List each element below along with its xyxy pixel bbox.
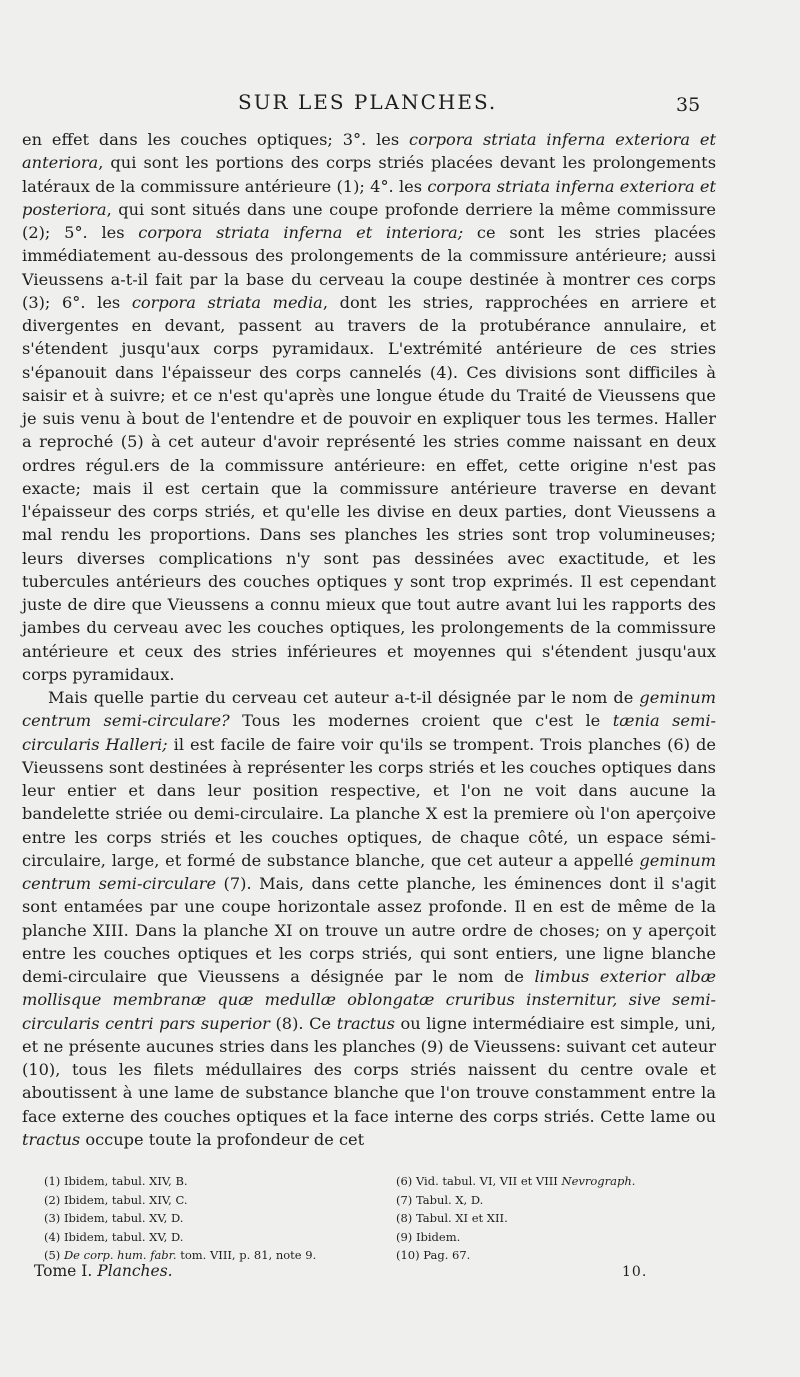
text-run: (8). Ce — [269, 1013, 337, 1033]
text-run: (8) Tabul. XI et XII. — [396, 1211, 508, 1226]
text-run: (10) Pag. 67. — [396, 1248, 471, 1263]
italic-run: tractus — [336, 1013, 395, 1033]
text-run: (5) — [44, 1248, 64, 1263]
paragraph-2 — [22, 686, 716, 1151]
italic-run: tractus — [22, 1129, 81, 1149]
text-run: il est facile de faire voir qu'ils se trompent. Trois planches (6) de Vieussens sont destinées à représenter les corps striés et les couches optiques dans leur entier et dans leur position respective, et l'on ne voit dans aucune la bandelette striée ou demi-circulaire. La planche X est la premiere où l'on aperçoive entre les corps striés et les couches optiques, de chaque côté, un espace sémi-circulaire, large, et formé de substance blanche, que cet auteur a appellé — [22, 734, 716, 870]
text-run: occupe toute la profondeur de cet — [80, 1129, 365, 1149]
text-run: (7). Mais, dans cette planche, les éminences dont il s'agit sont entamées par une coupe horizontale assez profonde. Il en est de même de la planche XIII. Dans la planche XI on trouve un autre ordre de choses; on y aperçoit entre les couches optiques et les corps striés, qui sont entiers, une ligne blanche demi-circulaire que Vieussens a désignée par le nom de — [22, 874, 716, 986]
footnote-item — [396, 1209, 716, 1228]
italic-run: corpora striata inferna exteriora et posteriora — [22, 176, 716, 219]
volume-title: Planches. — [97, 1262, 173, 1280]
footnotes-left-column — [44, 1172, 364, 1265]
signature-mark: 10. — [622, 1264, 648, 1280]
italic-run: geminum centrum semi-circulare? — [22, 688, 716, 731]
italic-run: Nevrograph. — [561, 1174, 636, 1188]
footnote-item — [44, 1228, 364, 1247]
italic-run: tænia semi-circularis Halleri; — [22, 711, 716, 754]
text-run: (7) Tabul. X, D. — [396, 1192, 484, 1207]
text-run: tom. VIII, p. 81, note 9. — [176, 1248, 317, 1263]
volume-label: Tome I. — [34, 1262, 93, 1280]
text-run: (1) Ibidem, tabul. XIV, B. — [44, 1174, 188, 1188]
italic-run: limbus exterior albæ mollisque membranæ quæ medullæ oblongatæ cruribus insternitur, sive semi-circularis centri pars superior — [22, 967, 716, 1033]
text-run: (3) Ibidem, tabul. XV, D. — [44, 1211, 184, 1226]
footnote-item — [44, 1172, 364, 1191]
footnote-item — [396, 1172, 716, 1191]
text-run: en effet dans les couches optiques; 3°. les — [22, 130, 410, 149]
paragraph-1 — [22, 128, 716, 686]
text-run: ce sont les stries placées immédiatement au-dessous des prolongements de la commissure antérieure; aussi Vieussens a-t-il fait par la base du cerveau la coupe destinée à montrer ces corps (3); 6°. les — [22, 223, 716, 312]
text-run: , dont les stries, rapprochées en arriere et divergentes en devant, passent au travers de la protubérance annulaire, et s'étendent jusqu'aux corps pyramidaux. L'extrémité antérieure de ces stries s'épanouit dans l'épaisseur des corps cannelés (4). Ces divisions sont difficiles à saisir et à suivre; et ce n'est qu'après une longue étude du Traité de Vieussens que je suis venu à bout de l'entendre et de pouvoir en expliquer tous les termes. Haller a reproché (5) à cet auteur d'avoir représenté les stries comme naissant en deux ordres régul.ers de la commissure antérieure: en effet, cette origine n'est pas exacte; mais il est certain que la commissure antérieure traverse en devant l'épaisseur des corps striés, et qu'elle les divise en deux parties, dont Vieussens a mal rendu les proportions. Dans ses planches les stries sont trop volumineuses; leurs diverses complications n'y sont pas dessinées avec exactitude, et les tubercules antérieurs des couches optiques y sont trop exprimés. Il est cependant juste de dire que Vieussens a connu mieux que tout autre avant lui les rapports des jambes du cerveau avec les couches optiques, les prolongements de la commissure antérieure et ceux des stries inférieures et moyennes qui s'étendent jusqu'aux corps pyramidaux. — [22, 292, 717, 684]
italic-run: corpora striata inferna et interiora; — [138, 223, 464, 242]
footnote-item — [396, 1228, 716, 1247]
running-title: SUR LES PLANCHES. — [238, 90, 498, 114]
text-run: Tous les modernes croient que c'est le — [229, 711, 613, 731]
text-run: Mais quelle partie du cerveau cet auteur a-t-il désignée par le nom de — [48, 688, 640, 707]
text-run: (4) Ibidem, tabul. XV, D. — [44, 1229, 184, 1244]
page-header — [0, 90, 800, 120]
footnote-item — [396, 1191, 716, 1210]
main-text — [22, 128, 716, 1151]
italic-run: corpora striata media — [131, 292, 323, 312]
italic-run: corpora striata inferna exteriora et anteriora — [22, 130, 716, 173]
text-run: (6) Vid. tabul. VI, VII et VIII — [396, 1174, 562, 1188]
footnote-item — [44, 1209, 364, 1228]
text-run: , qui sont situés dans une coupe profonde derriere la même commissure (2); 5°. les — [22, 199, 716, 242]
text-run: (9) Ibidem. — [396, 1229, 461, 1244]
footnotes-right-column — [396, 1172, 716, 1265]
italic-run: geminum centrum semi-circulare — [22, 850, 716, 893]
footnote-item — [396, 1246, 716, 1265]
text-run: (2) Ibidem, tabul. XIV, C. — [44, 1192, 188, 1207]
volume-line — [34, 1262, 173, 1280]
italic-run: De corp. hum. fabr. — [63, 1248, 177, 1263]
text-run: , qui sont les portions des corps striés placées devant les prolongements latéraux de la commissure antérieure (1); 4°. les — [22, 153, 716, 196]
page-number: 35 — [676, 94, 701, 116]
footnote-item — [44, 1191, 364, 1210]
text-run: ou ligne intermédiaire est simple, uni, et ne présente aucunes stries dans les planches (9) de Vieussens: suivant cet auteur (10), tous les filets médullaires des corps striés naissent du centre ovale et aboutissent à une lame de substance blanche que l'on trouve constamment entre la face externe des couches optiques et la face interne des corps striés. Cette lame ou — [22, 1013, 716, 1126]
